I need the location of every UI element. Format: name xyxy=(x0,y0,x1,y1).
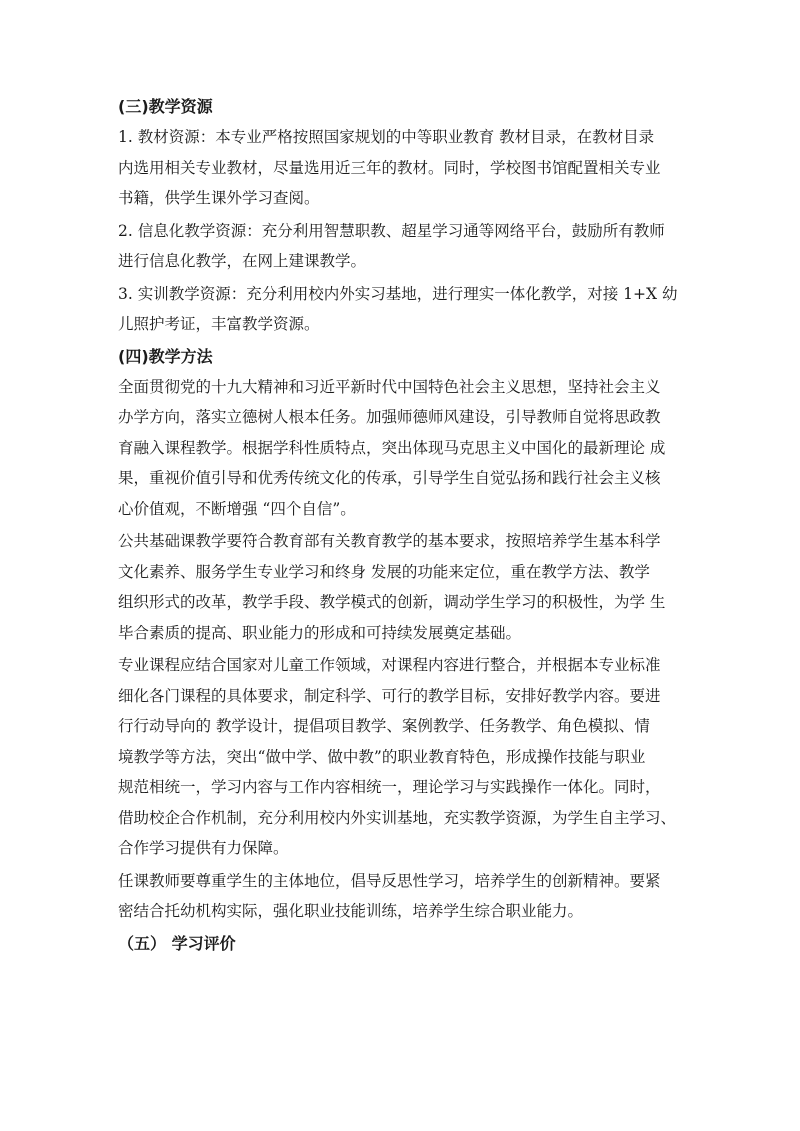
text-line: 育融入课程教学。根据学科性质特点，突出体现马克思主义中国化的最新理论 成 xyxy=(118,438,666,457)
section-heading: (三)教学资源 xyxy=(118,97,213,116)
text-line: 进行信息化教学，在网上建课教学。 xyxy=(118,252,367,270)
text-line: 组织形式的改革，教学手段、教学模式的创新，调动学生学习的积极性，为学 生 xyxy=(118,593,666,611)
text-line: 细化各门课程的具体要求，制定科学、可行的教学目标，安排好教学内容。要进 xyxy=(118,686,661,705)
text-line: 任课教师要尊重学生的主体地位，倡导反思性学习，培养学生的创新精神。要紧 xyxy=(118,871,661,890)
text-line: 果，重视价值引导和优秀传统文化的传承，引导学生自觉弘扬和践行社会主义核 xyxy=(118,469,661,487)
text-line: 公共基础课教学要符合教育部有关教育教学的基本要求，按照培养学生基本科学 xyxy=(118,532,661,550)
section-heading: （五） 学习评价 xyxy=(118,933,236,953)
text-line: 合作学习提供有力保障。 xyxy=(118,839,289,857)
document-page xyxy=(118,92,694,959)
paragraph xyxy=(118,216,694,277)
text-line: 书籍，供学生课外学习查阅。 xyxy=(118,189,320,207)
text-line: 密结合托幼机构实际，强化职业技能训练，培养学生综合职业能力。 xyxy=(118,902,584,920)
section-heading: (四)教学方法 xyxy=(118,346,213,366)
text-line: 内选用相关专业教材，尽量选用近三年的教材。同时，学校图书馆配置相关专业 xyxy=(118,158,661,177)
section-teaching-resources xyxy=(118,92,694,340)
text-line: 办学方向，落实立德树人根本任务。加强师德师风建设，引导教师自觉将思政教 xyxy=(118,408,661,426)
paragraph xyxy=(118,650,694,864)
paragraph xyxy=(118,122,694,214)
text-line: 文化素养、服务学生专业学习和终身 发展的功能来定位，重在教学方法、教学 xyxy=(118,562,650,581)
text-line: 2. 信息化教学资源：充分利用智慧职教、超星学习通等网络平台，鼓励所有教师 xyxy=(118,221,665,240)
text-line: 3. 实训教学资源：充分利用校内外实习基地，进行理实一体化教学，对接 1+X 幼 xyxy=(118,284,678,303)
text-line: 行行动导向的 教学设计，提倡项目教学、案例教学、任务教学、角色模拟、情 xyxy=(118,717,650,735)
text-line: 心价值观，不断增强 “四个自信”。 xyxy=(118,499,356,518)
paragraph xyxy=(118,279,694,340)
section-teaching-methods xyxy=(118,342,694,927)
text-line: 专业课程应结合国家对儿童工作领域，对课程内容进行整合，并根据本专业标准 xyxy=(118,656,661,674)
section-learning-evaluation xyxy=(118,929,694,959)
paragraph xyxy=(118,372,694,525)
text-line: 毕合素质的提高、职业能力的形成和可持续发展奠定基础。 xyxy=(118,623,522,642)
text-line: 境教学等方法，突出“做中学、做中教”的职业教育特色，形成操作技能与职业 xyxy=(118,747,646,766)
text-line: 儿照护考证，丰富教学资源。 xyxy=(118,315,320,333)
text-line: 规范相统一，学习内容与工作内容相统一，理论学习与实践操作一体化。同时， xyxy=(118,778,661,796)
paragraph xyxy=(118,526,694,648)
text-line: 1. 教材资源：本专业严格按照国家规划的中等职业教育 教材目录，在教材目录 xyxy=(118,128,655,146)
text-line: 全面贯彻党的十九大精神和习近平新时代中国特色社会主义思想，坚持社会主义 xyxy=(118,377,661,396)
paragraph xyxy=(118,866,694,927)
text-line: 借助校企合作机制，充分利用校内外实训基地，充实教学资源，为学生自主学习、 xyxy=(118,808,677,827)
